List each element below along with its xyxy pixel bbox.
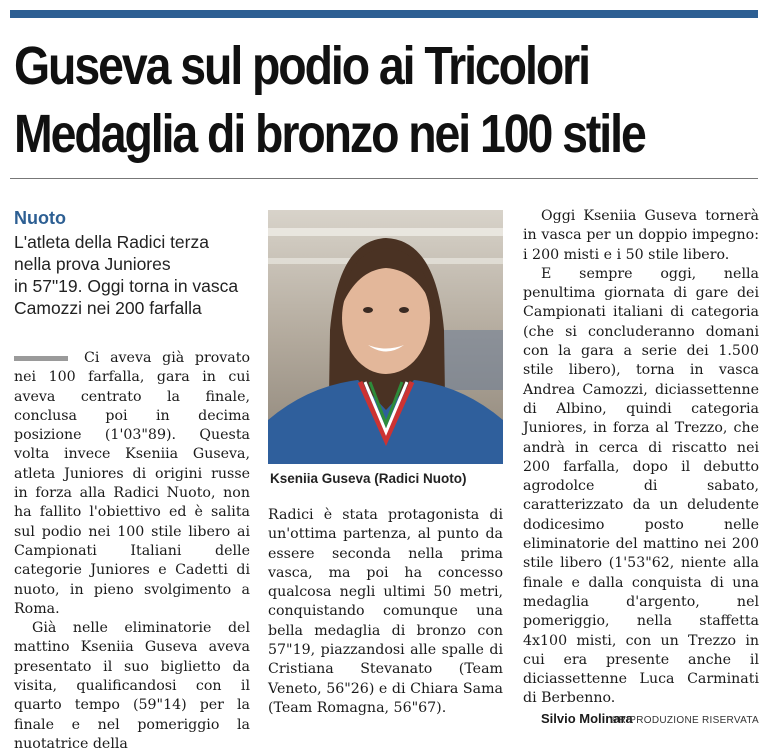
paragraph: E sempre oggi, nella penultima giornata di gare dei Campionati italiani di categoria (che si concluderanno domani con la gara a serie dei 1.500 stile libero), torna in vasca Andrea Camozzi, diciassettenne di Albino, quindi categoria Juniores, in forza al Trezzo, che andrà in cerca di riscatto nei 200 farfalla, dopo il debutto agrodolce di sabato, caratterizzato da un deludente dodicesimo posto nelle eliminatorie del mattino nei 200 stile libero (1'53"62, niente alla finale e dalla conquista di una medaglia d'argento, nel pomeriggio, nella staffetta 4x100 misti, con un Trezzo in cui era presente anche il diciassettenne Luca Carminati di Berbenno. xyxy=(523,265,759,707)
article-column-1 xyxy=(14,349,250,754)
article-summary xyxy=(14,231,262,319)
author-byline: Silvio Molinara xyxy=(541,710,633,726)
paragraph: Radici è stata protagonista di un'ottima partenza, al punto da essere seconda nella prima vasca, ma poi ha concesso qualcosa negli ultimi 50 metri, conquistando comunque una bella medaglia di bronzo con 57"19, piazzandosi alle spalle di Cristiana Stevanato (Team Veneto, 56"26) e di Chiara Sama (Team Romagna, 56"67). xyxy=(268,507,503,716)
athlete-photo xyxy=(268,210,503,464)
photo-illustration xyxy=(268,210,503,464)
copyright-notice: ©RIPRODUZIONE RISERVATA xyxy=(611,715,759,726)
lead-bar xyxy=(14,356,68,361)
paragraph: Oggi Kseniia Guseva tornerà in vasca per un doppio impegno: i 200 misti e i 50 stile libero. xyxy=(523,208,759,263)
article-column-3 xyxy=(523,207,759,728)
headline-line-2: Medaglia di bronzo nei 100 stile xyxy=(14,104,645,164)
section-kicker: Nuoto xyxy=(14,208,66,228)
headline-line-1: Guseva sul podio ai Tricolori xyxy=(14,36,589,96)
article-column-2 xyxy=(268,506,503,718)
summary-line: L'atleta della Radici terza xyxy=(14,232,209,252)
headline-divider xyxy=(10,178,758,179)
summary-line: Camozzi nei 200 farfalla xyxy=(14,298,202,318)
summary-line: nella prova Juniores xyxy=(14,254,171,274)
paragraph: Ci aveva già provato nei 100 farfalla, gara in cui aveva centrato la finale, conclusa poi in decima posizione (1'03"89). Questa volta invece Kseniia Guseva, atleta Juniores di origini russe in forza alla Radici Nuoto, non ha fallito l'obiettivo ed è salita sul podio nei 100 stile libero ai Campionati Italiani delle categorie Juniores e Cadetti di nuoto, in pieno svolgimento a Roma. xyxy=(14,350,250,617)
summary-line: in 57"19. Oggi torna in vasca xyxy=(14,276,239,296)
top-accent-bar xyxy=(10,10,758,18)
photo-caption: Kseniia Guseva (Radici Nuoto) xyxy=(270,471,467,486)
paragraph: Già nelle eliminatorie del mattino Kseniia Guseva aveva presentato il suo biglietto da visita, qualificandosi con il quarto tempo (59"14) per la finale e nel pomeriggio la nuotatrice della xyxy=(14,620,250,752)
